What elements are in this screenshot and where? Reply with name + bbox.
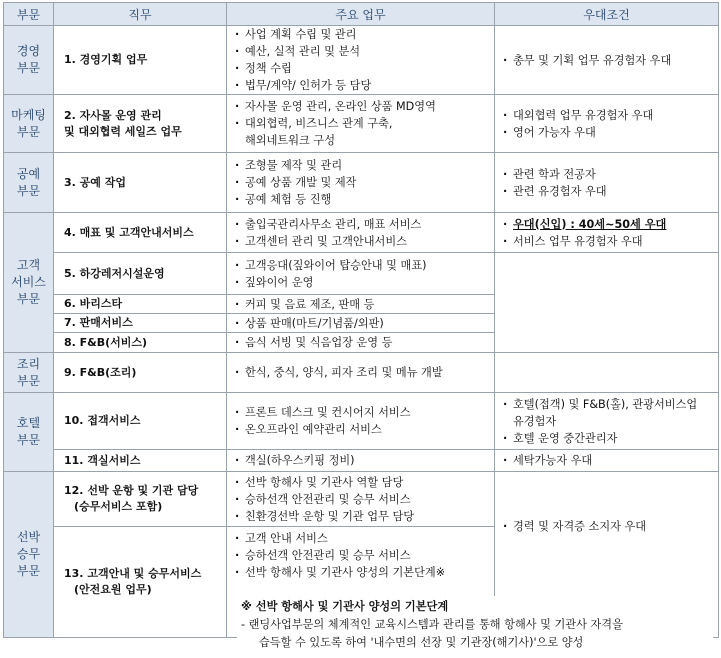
list-item: · 경력 및 자격증 소지자 우대: [501, 518, 718, 535]
note-line-2: 습득할 수 있도록 하여 '내수면의 선장 및 기관장(해기사)'으로 양성: [259, 636, 584, 649]
job-title: 2. 자사몰 운영 관리: [64, 108, 162, 122]
list-item: · 예산, 실적 관리 및 분석: [233, 43, 494, 60]
job-table-container: [3, 2, 718, 654]
duties-cell: [227, 253, 495, 295]
list-item: · 승하선객 안전관리 및 승무 서비스: [233, 547, 494, 564]
note-title: ※ 선박 항해사 및 기관사 양성의 기본단계: [241, 600, 449, 613]
list-item: · 프론트 데스크 및 컨시어지 서비스: [233, 404, 494, 421]
list-item: · 호텔(접객) 및 F&B(홀), 관광서비스업: [501, 396, 718, 413]
table-row: [4, 95, 719, 153]
dept-ship-crew: [4, 472, 54, 638]
table-row: [4, 472, 719, 527]
job-title: 4. 매표 및 고객안내서비스: [64, 225, 194, 239]
prefs-cell: [495, 393, 719, 450]
dept-label: 조리: [16, 356, 41, 371]
table-row: [4, 353, 719, 393]
header-dept: 부문: [4, 3, 54, 26]
list-item: · 커피 및 음료 제조, 판매 등: [233, 296, 494, 313]
job-cell: [54, 253, 227, 295]
job-title: 12. 선박 운항 및 기관 담당: [64, 484, 199, 497]
job-title: (안전요원 업무): [74, 583, 152, 596]
list-item-continued: 유경험자: [513, 414, 557, 428]
prefs-cell: [495, 26, 719, 95]
header-prefs: 우대조건: [495, 3, 719, 26]
header-row: [4, 3, 719, 26]
job-cell: [54, 333, 227, 353]
dept-label: 부문: [16, 292, 41, 306]
duties-cell: [227, 472, 495, 527]
prefs-cell: [495, 213, 719, 253]
job-title: 3. 공예 작업: [64, 175, 126, 189]
job-title: (승무서비스 포함): [74, 500, 163, 513]
job-cell: [54, 353, 227, 393]
dept-craft: [4, 153, 54, 213]
job-title: 9. F&B(조리): [64, 365, 137, 379]
list-item: · 호텔 운영 중간관리자: [501, 430, 718, 447]
header-job: 직무: [54, 3, 227, 26]
job-cell: [54, 450, 227, 472]
prefs-cell: [495, 450, 719, 472]
list-item: · 법무/계약/ 인허가 등 담당: [233, 77, 494, 94]
job-cell: [54, 153, 227, 213]
job-cell: [54, 213, 227, 253]
list-item: · 정책 수립: [233, 60, 494, 77]
list-item: · 온오프라인 예약관리 서비스: [233, 421, 494, 438]
job-title: 1. 경영기획 업무: [64, 53, 148, 66]
list-item: · 공예 체험 등 진행: [233, 191, 494, 208]
job-cell: [54, 472, 227, 527]
list-item: · 영어 가능자 우대: [501, 124, 718, 141]
duties-cell: [227, 353, 495, 393]
job-cell: [54, 295, 227, 314]
duties-cell: [227, 393, 495, 450]
duties-cell: [227, 314, 495, 333]
job-title: 10. 접객서비스: [64, 414, 141, 427]
list-item: · 선박 항해사 및 기관사 역할 담당: [233, 474, 494, 491]
dept-cooking: [4, 353, 54, 393]
duties-cell: [227, 450, 495, 472]
list-item: · 서비스 업무 유경험자 우대: [501, 233, 718, 250]
list-item: · 대외협력, 비즈니스 관계 구축,: [233, 115, 494, 132]
list-item: · 고객 안내 서비스: [233, 530, 494, 547]
dept-management: [4, 26, 54, 95]
note-line-1: - 랜딩사업부문의 체계적인 교육시스템과 관리를 통해 항해사 및 기관사 자격을: [241, 618, 623, 631]
job-cell: [54, 26, 227, 95]
dept-label: 부문: [16, 124, 41, 139]
list-item: · 승하선객 안전관리 및 승무 서비스: [233, 491, 494, 508]
list-item: · 조형물 제작 및 관리: [233, 157, 494, 174]
prefs-cell-empty: [495, 253, 719, 353]
prefs-cell-empty: [495, 353, 719, 393]
prefs-cell: [495, 95, 719, 153]
list-item: · 짚와이어 운영: [233, 274, 494, 291]
job-cell: [54, 95, 227, 153]
dept-hotel: [4, 393, 54, 472]
dept-label: 부문: [16, 433, 41, 447]
dept-label: 부문: [16, 564, 41, 578]
list-item: · 사업 계획 수립 및 관리: [233, 26, 494, 43]
table-row: [4, 253, 719, 295]
dept-label: 경영: [16, 44, 41, 58]
list-item: · 음식 서빙 및 식음업장 운영 등: [233, 334, 494, 351]
list-item: · 자사몰 운영 관리, 온라인 상품 MD영역: [233, 98, 494, 115]
list-item-emphasis: · 우대(신입) : 40세~50세 우대: [501, 216, 718, 233]
job-title: 5. 하강레저시설운영: [64, 266, 165, 280]
list-item: · 상품 판매(마트/기념품/외판): [233, 315, 494, 332]
dept-label: 공예: [16, 166, 41, 181]
list-item: · 대외협력 업무 유경험자 우대: [501, 107, 718, 124]
list-item: · 출입국관리사무소 관리, 매표 서비스: [233, 216, 494, 233]
ship-training-note: [237, 596, 713, 652]
duties-cell: [227, 295, 495, 314]
dept-label: 부문: [16, 183, 41, 198]
duties-cell: [227, 333, 495, 353]
dept-label: 부문: [16, 373, 41, 388]
dept-marketing: [4, 95, 54, 153]
dept-customer-service: [4, 213, 54, 353]
dept-label: 선박: [16, 530, 41, 544]
duties-cell: [227, 153, 495, 213]
table-row: [4, 26, 719, 95]
list-item: · 관련 유경험자 우대: [501, 183, 718, 200]
list-item: · 총무 및 기획 업무 유경험자 우대: [501, 52, 718, 69]
job-title: 6. 바리스타: [64, 297, 123, 310]
dept-label: 마케팅: [11, 107, 46, 122]
list-item: · 세탁가능자 우대: [501, 452, 718, 469]
table-row: [4, 393, 719, 450]
job-cell: [54, 393, 227, 450]
list-item: · 공예 상품 개발 및 제작: [233, 174, 494, 191]
dept-label: 서비스: [11, 275, 46, 289]
duties-cell: [227, 213, 495, 253]
list-item: · 관련 학과 전공자: [501, 166, 718, 183]
list-item: · 고객응대(짚와이어 탑승안내 및 매표): [233, 257, 494, 274]
dept-label: 승무: [16, 547, 41, 561]
job-cell: [54, 314, 227, 333]
job-title: 8. F&B(서비스): [64, 335, 148, 349]
list-item: · 선박 항해사 및 기관사 양성의 기본단계※: [233, 564, 494, 581]
list-item: · 고객센터 관리 및 고객안내서비스: [233, 233, 494, 250]
job-title: 7. 판매서비스: [64, 316, 133, 329]
dept-label: 고객: [16, 258, 41, 272]
duties-cell: [227, 95, 495, 153]
list-item-continued: 해외네트워크 구성: [245, 134, 336, 147]
job-table: [3, 2, 719, 638]
header-duties: 주요 업무: [227, 3, 495, 26]
list-item: · 한식, 중식, 양식, 피자 조리 및 메뉴 개발: [233, 364, 494, 381]
job-title: 13. 고객안내 및 승무서비스: [64, 567, 202, 580]
list-item: · 객실(하우스키핑 정비): [233, 452, 494, 469]
table-row: [4, 213, 719, 253]
table-row: [4, 153, 719, 213]
duties-cell: [227, 26, 495, 95]
job-cell: [54, 527, 227, 638]
job-title: 및 대외협력 세일즈 업무: [64, 124, 182, 138]
table-row: [4, 450, 719, 472]
job-title: 11. 객실서비스: [64, 453, 141, 467]
list-item: · 친환경선박 운항 및 기관 업무 담당: [233, 508, 494, 525]
dept-label: 부문: [16, 61, 41, 75]
dept-label: 호텔: [16, 416, 41, 430]
prefs-cell: [495, 153, 719, 213]
